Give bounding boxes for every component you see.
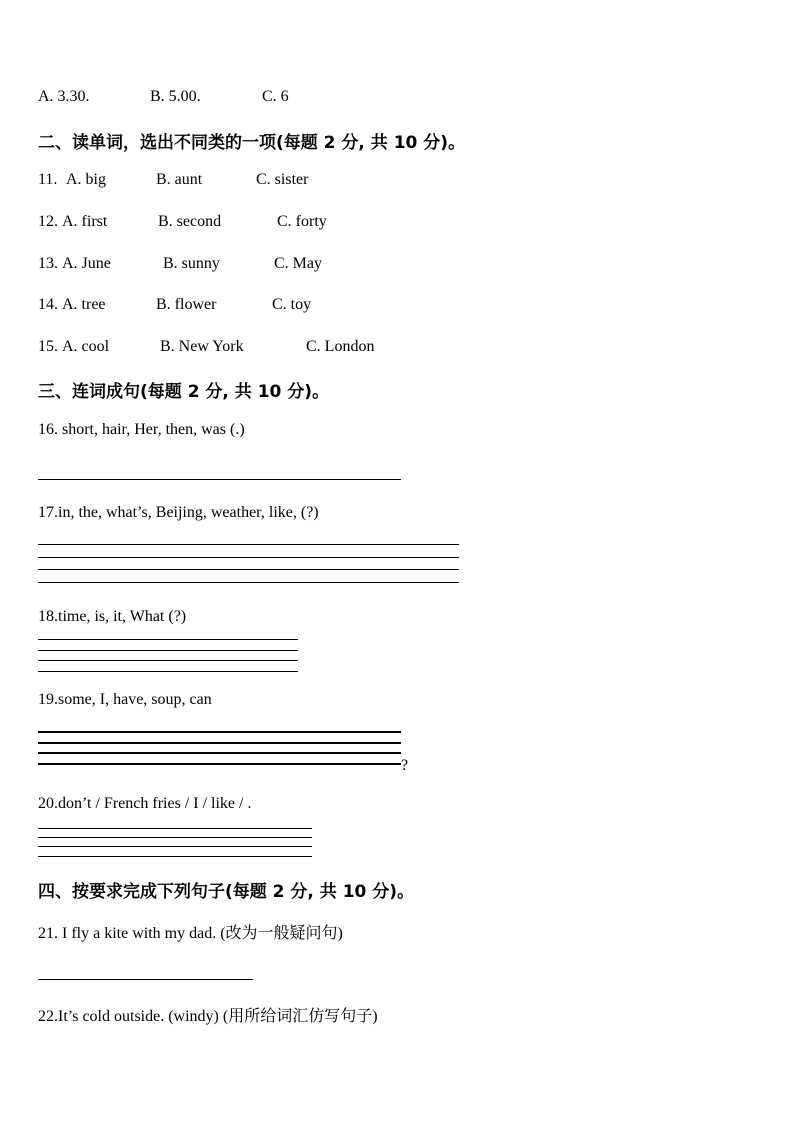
option-b: B. second [158, 213, 222, 230]
option-c: C. London [306, 338, 375, 355]
question-11 [38, 171, 309, 189]
answer-line [38, 557, 459, 558]
question-17: 17.in, the, what’s, Beijing, weather, like, (?) [38, 504, 319, 521]
section-3-title: 三、连词成句(每题 2 分, 共 10 分)。 [38, 382, 330, 402]
option-a: A. big [66, 171, 106, 188]
answer-line [38, 752, 401, 754]
question-13 [38, 255, 322, 273]
answer-line [38, 731, 401, 733]
option-a: A. cool [62, 338, 110, 355]
option-c: C. forty [277, 213, 327, 230]
question-12 [38, 213, 327, 231]
question-15 [38, 338, 375, 356]
q10-option-c: C. 6 [262, 88, 289, 105]
answer-line [38, 856, 312, 857]
option-c: C. toy [272, 296, 312, 313]
answer-line [38, 569, 459, 570]
option-a: A. June [62, 255, 111, 272]
section-2-title: 二、读单词，选出不同类的一项(每题 2 分, 共 10 分)。 [38, 133, 466, 153]
question-19: 19.some, I, have, soup, can [38, 691, 212, 708]
answer-line [38, 639, 298, 640]
option-b: B. sunny [163, 255, 220, 272]
answer-line [38, 846, 312, 847]
question-number: 12. [38, 213, 58, 230]
question-number: 13. [38, 255, 58, 272]
answer-line [38, 660, 298, 661]
q10-option-b: B. 5.00. [150, 88, 201, 105]
answer-line [38, 837, 312, 838]
question-number: 11. [38, 171, 58, 188]
option-b: B. flower [156, 296, 217, 313]
q10-options [38, 88, 289, 106]
answer-line [38, 671, 298, 672]
question-18: 18.time, is, it, What (?) [38, 608, 187, 625]
answer-line [38, 828, 312, 829]
answer-line [38, 742, 401, 744]
answer-line [38, 763, 401, 765]
answer-line [38, 544, 459, 545]
option-c: C. May [274, 255, 322, 272]
question-20: 20.don’t / French fries / I / like / . [38, 795, 252, 812]
answer-line [38, 479, 401, 480]
option-a: A. tree [62, 296, 106, 313]
q10-option-a: A. 3.30. [38, 88, 90, 105]
option-c: C. sister [256, 171, 309, 188]
question-16: 16. short, hair, Her, then, was (.) [38, 421, 245, 438]
question-19-end-mark: ? [401, 757, 409, 774]
question-number: 14. [38, 296, 58, 313]
answer-line [38, 650, 298, 651]
section-4-title: 四、按要求完成下列句子(每题 2 分, 共 10 分)。 [38, 882, 415, 902]
question-14 [38, 296, 312, 314]
option-b: B. aunt [156, 171, 203, 188]
answer-line [38, 582, 459, 583]
question-22: 22.It’s cold outside. (windy) (用所给词汇仿写句子) [38, 1008, 378, 1025]
option-a: A. first [62, 213, 108, 230]
option-b: B. New York [160, 338, 244, 355]
question-21: 21. I fly a kite with my dad. (改为一般疑问句) [38, 925, 343, 942]
answer-line [38, 979, 253, 980]
question-number: 15. [38, 338, 58, 355]
